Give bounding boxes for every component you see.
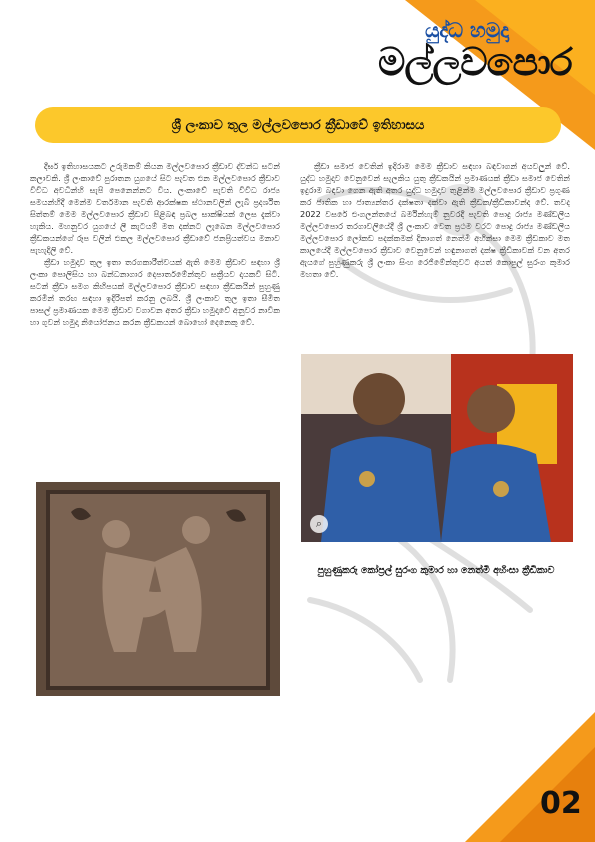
- search-icon[interactable]: ⌕: [310, 515, 328, 533]
- article-title: ශ්‍රී ලංකාව තුල මල්ලවපොර ක්‍රීඩාවේ ඉතිහාසය: [171, 117, 425, 133]
- magazine-title: මල්ලවපොර: [378, 40, 572, 84]
- article-paragraph: ක්‍රීඩා හමුදාව තුල ඉතා තරගකාරීත්වයක් ඇති මෙම ක්‍රීඩාව සඳහා ශ්‍රී ලංකා පොලිසිය හා බන්ධනාගාර දෙපාර්තමේන්තුව සක්‍රීයව දායකවී සිටී. සටන් ක්‍රීඩා සමග කිහිපයක් මල්ලවපොර ක්‍රීඩාව සඳහා ක්‍රීඩකයින් පුහුණු කරමින් තරඟ සඳහා ඉදිරිපත් කරනු ලබයි. ශ්‍රී ලංකාව තුල ඉතා සීමිත පාසල් ප්‍රමාණයක මෙම ක්‍රීඩාව වගාවන අතර ක්‍රීඩා හමුදාවේ අනුවර නාවික හා ගුවන් හමුදා නියෝජනය කරන ක්‍රීඩකයන් බොහෝ දෙනෙකු වේ.: [30, 257, 280, 327]
- photo-caption: පුහුණුකරු කෝප්‍රල් සුරංග කුමාර හා නෙත්මි අහිංසා ක්‍රීඩිකාව: [317, 565, 555, 576]
- magazine-kicker: යුද්ධ හමුදා: [425, 18, 510, 42]
- page-number: 02: [540, 786, 582, 821]
- coach-athlete-photo: [301, 354, 573, 542]
- article-column-left: [30, 160, 280, 328]
- wrestling-carving-photo: [36, 482, 280, 696]
- article-paragraph: දීර්ඝ ඉතිහාසයකට උරුමකම් කියන මල්ලවපොර ක්‍රීඩාව ද්වන්ධ සටන් කලාවකි. ශ්‍රී ලංකාවේ පුරාතන යුගයේ සිට පැවත එන මල්ලවපොර ක්‍රීඩාව විවිධ අවධීන්හි සැපි පෙනෙන්නට විය. ලංකාවේ පැවති විවිධ රාජ්‍ය සමයන්හිදී මෙන්ම වර්තමාන පැවති ආරක්ෂක ස්ථානවලින් ලැබී ප්‍රදර්ශිත සිත්තම් මෙම මල්ලවපොර ක්‍රීඩාව පිළිබඳ ප්‍රබල සාක්ෂියක් ලෙස දැක්වා හැකිය. මහනුවර යුගයේ ලී කැටයම් මත දක්නට ලැබෙන මල්ලවපොර ක්‍රීඩකයන්ගේ රූප වලින් එකල මල්ලවපොර ක්‍රීඩාවේ ජනප්‍රියත්වය මනාව පැහැදිලි වේ.: [30, 161, 280, 255]
- article-paragraph: ක්‍රීඩා සමාජ වෙතින් ඉදිරාම මෙම ක්‍රීඩාව සඳහා බඳවාගන් අයවලුන් වේ. යුද්ධ හමුදාව වෙනුවෙන් සැලකිය යුතු ක්‍රීඩකයින් ප්‍රමාණයක් ක්‍රීඩා සමාජ වෙතින් ඉදුරාම බඳවා ගෙන ඇති අතර යුද්ධ හමුදාව තුළින්ම මල්ලවපොර ක්‍රීඩාව ප්‍රගුණ කර ජාතික හා ජාත්‍යන්තර දක්ෂතා දක්වා ඇති ක්‍රීඩක/ක්‍රීඩිකාවන්ද වේ. තවද 2022 වසරේ එංගලන්තයේ බර්මින්හැම් නුවරදී පැවති පොදු රාජ්‍ය මණ්ඩලීය මල්ලවපොර තරගාවලියේදී ශ්‍රී ලංකාව වෙත ප්‍රථම වරට පොදු රාජ්‍ය මණ්ඩලීය මල්ලවපොර ලෝකඩ පදක්කමක් දිනාගත් නෙත්මි අහින්සා මෙම ක්‍රීඩකාව මත කාලයේදී මල්ලවපොර ක්‍රීඩාව වෙනුවෙන් හඳුනාගත් දක්ෂ ක්‍රීඩිකාවක් වන අතර ඇයගේ පුහුණුකරු ශ්‍රී ලංකා සිංහ රෙජිමේන්තුවට අයත් කොපුල් සුරංග කුමාර මහතා වේ.: [300, 161, 570, 279]
- wood-carving-illustration: [36, 482, 280, 696]
- article-column-right: [300, 160, 570, 280]
- coach-athlete-illustration: [301, 354, 573, 542]
- article-title-banner: [35, 107, 561, 143]
